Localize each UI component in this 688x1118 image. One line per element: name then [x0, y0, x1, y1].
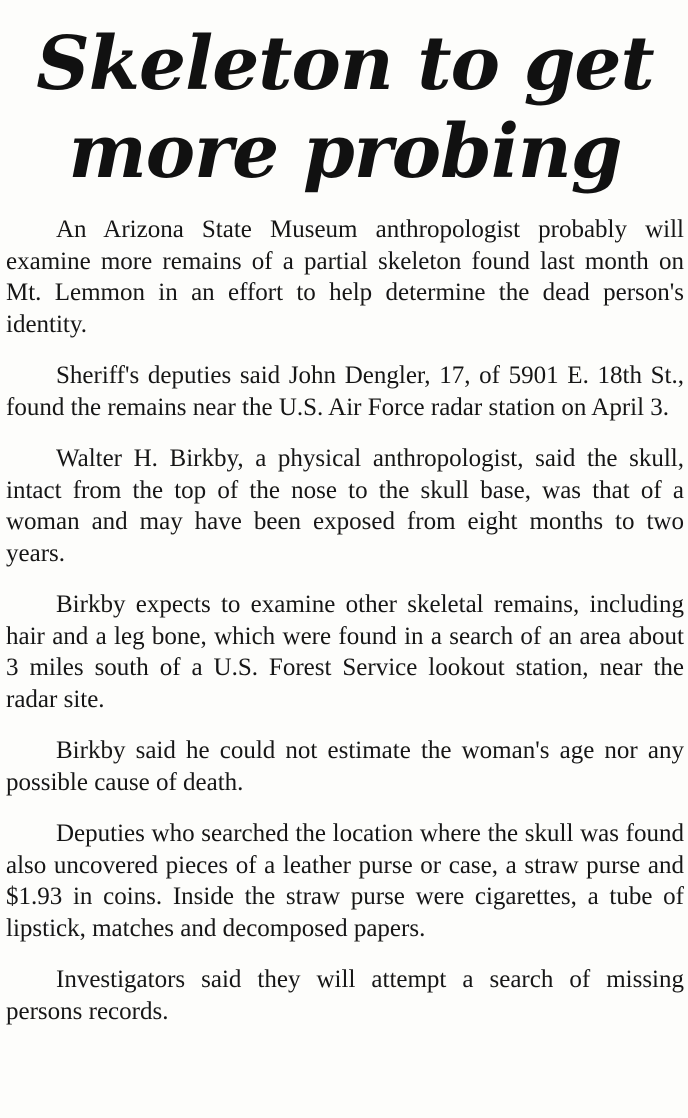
paragraph-4: Birkby expects to examine other skeletal remains, including hair and a leg bone, which were found in a search of an area about 3 miles south of a U.S. Forest Service lookout station, near the radar site.	[6, 591, 684, 713]
paragraph-3: Walter H. Birkby, a physical anthropologist, said the skull, intact from the top of the nose to the skull base, was that of a woman and may have been exposed from eight months to two years.	[6, 445, 684, 567]
paragraph-5: Birkby said he could not estimate the woman's age nor any possible cause of death.	[6, 737, 684, 796]
headline	[6, 0, 684, 196]
article-body	[6, 214, 684, 1027]
paragraph-2: Sheriff's deputies said John Dengler, 17, of 5901 E. 18th St., found the remains near the U.S. Air Force radar station on April 3.	[6, 362, 684, 421]
paragraph-7: Investigators said they will attempt a search of missing persons records.	[6, 966, 684, 1025]
headline-line-2: more probing	[68, 109, 622, 195]
paragraph-6: Deputies who searched the location where the skull was found also uncovered pieces of a leather purse or case, a straw purse and $1.93 in coins. Inside the straw purse were cigarettes, a tube of lipstick, matches and decomposed papers.	[6, 820, 684, 942]
paragraph-1: An Arizona State Museum anthropologist probably will examine more remains of a partial skeleton found last month on Mt. Lemmon in an effort to help determine the dead person's identity.	[6, 216, 684, 338]
headline-line-1: Skeleton to get	[36, 21, 654, 107]
